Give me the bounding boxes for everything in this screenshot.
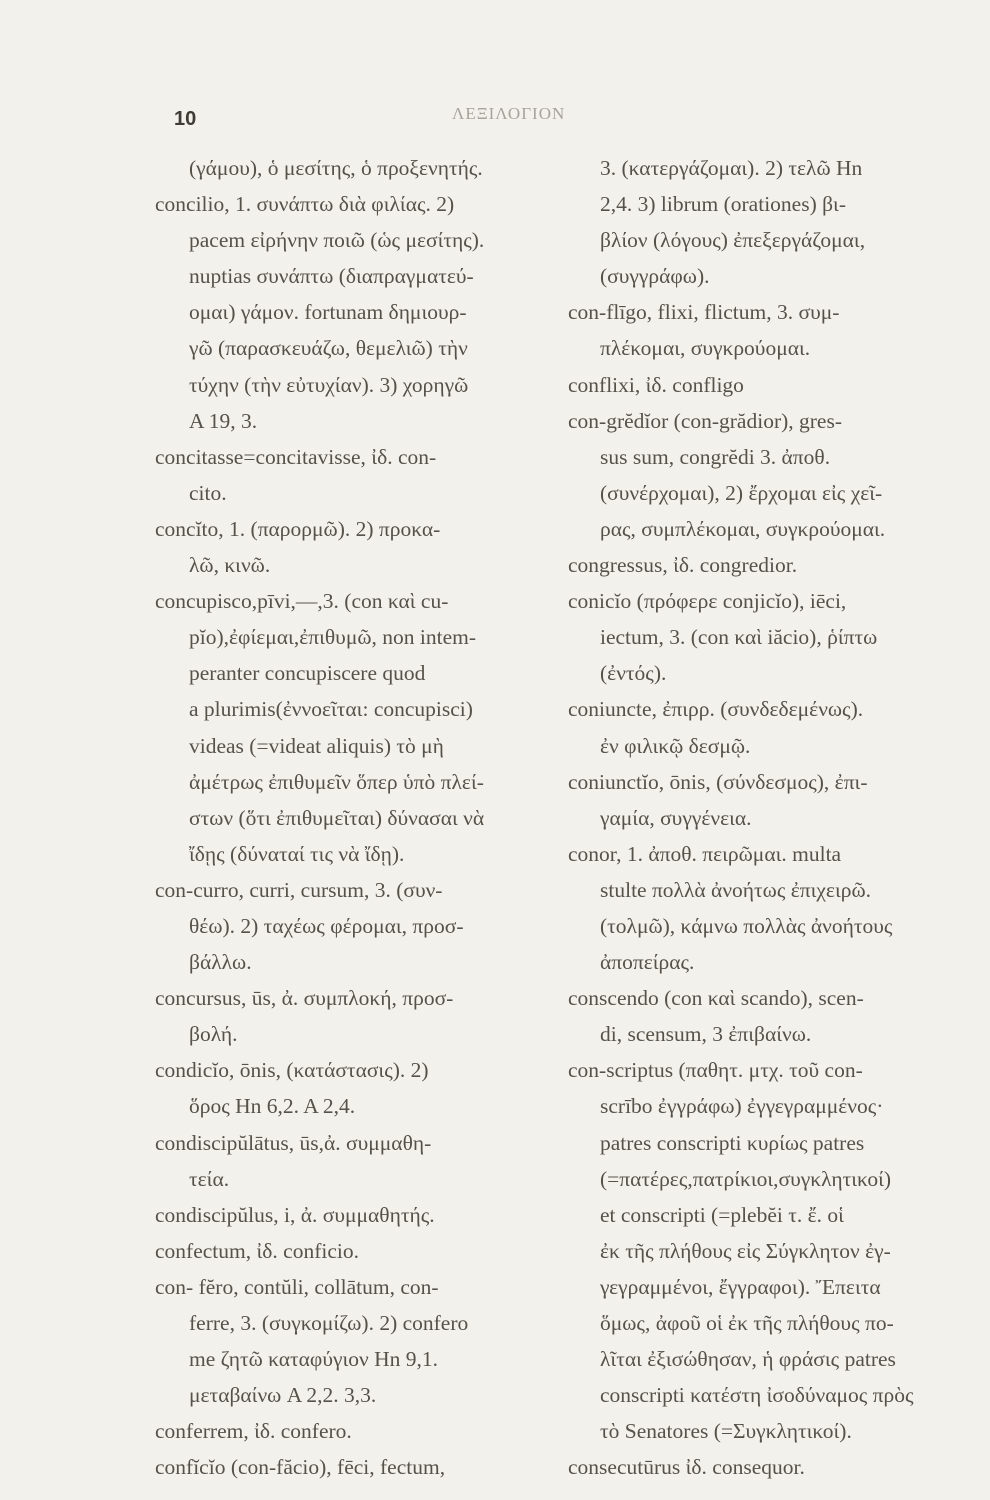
entry-continuation-line: στων (ὅτι ἐπιθυμεῖται) δύνασαι νὰ [189, 805, 485, 830]
entry-headword-line: con- fĕro, contŭli, collātum, con- [155, 1274, 439, 1299]
entry-continuation-line: γαμία, συγγένεια. [600, 805, 752, 830]
entry-continuation-line: stulte πολλὰ ἀνοήτως ἐπιχειρῶ. [600, 877, 871, 902]
entry-continuation-line: ferre, 3. (συγκομίζω). 2) confero [189, 1311, 469, 1335]
left-column [155, 150, 555, 1485]
entry-continuation-line: (συνέρχομαι), 2) ἔρχομαι εἰς χεῖ- [600, 480, 883, 505]
entry-continuation-line: patres conscripti κυρίως patres [600, 1130, 865, 1155]
entry-headword-line: congressus, ἰδ. congredior. [568, 553, 798, 578]
entry-continuation-line: ομαι) γάμον. fortunam δημιουρ- [189, 300, 467, 325]
entry-continuation-line: μεταβαίνω A 2,2. 3,3. [189, 1383, 377, 1408]
entry-continuation-line: λῶ, κινῶ. [189, 553, 271, 578]
entry-headword-line: con-curro, curri, cursum, 3. (συν- [155, 877, 443, 902]
entry-continuation-line: ἐν φιλικῷ δεσμῷ. [600, 733, 751, 758]
entry-continuation-line: 3. (κατεργάζομαι). 2) τελῶ Hn [600, 156, 863, 180]
entry-headword-line: conor, 1. ἀποθ. πειρῶμαι. multa [568, 841, 842, 866]
entry-continuation-line: ἀποπείρας. [600, 950, 695, 975]
page-number: 10 [174, 108, 197, 130]
entry-headword-line: condicĭo, ōnis, (κατάστασις). 2) [155, 1058, 429, 1083]
entry-continuation-line: θέω). 2) ταχέως φέρομαι, προσ- [189, 913, 464, 938]
entry-continuation-line: A 19, 3. [189, 408, 258, 433]
entry-continuation-line: (γάμου), ὁ μεσίτης, ὁ προξενητής. [189, 156, 483, 180]
entry-continuation-line: ἀμέτρως ἐπιθυμεῖν ὅπερ ὑπὸ πλεί- [189, 769, 484, 794]
entry-continuation-line: βολή. [189, 1022, 238, 1047]
entry-headword-line: con-grĕdĭor (con-grădior), gres- [568, 408, 842, 433]
entry-headword-line: concupisco,pīvi,—,3. (con καὶ cu- [155, 589, 449, 614]
entry-continuation-line: et conscripti (=plebĕi τ. ἔ. οἱ [600, 1202, 844, 1227]
entry-continuation-line: ρας, συμπλέκομαι, συγκρούομαι. [600, 516, 886, 541]
entry-continuation-line: τεία. [189, 1166, 230, 1191]
entry-continuation-line: di, scensum, 3 ἐπιβαίνω. [600, 1022, 812, 1047]
entry-continuation-line: (ἐντός). [600, 661, 667, 686]
entry-headword-line: conciliо, 1. συνάπτω διὰ φιλίας. 2) [155, 192, 455, 217]
entry-continuation-line: cito. [189, 480, 227, 505]
entry-continuation-line: βάλλω. [189, 950, 252, 975]
entry-continuation-line: sus sum, congrĕdi 3. ἀποθ. [600, 444, 831, 469]
entry-continuation-line: τύχην (τὴν εὐτυχίαν). 3) χορηγῶ [189, 372, 469, 397]
entry-headword-line: concĭto, 1. (παρορμῶ). 2) προκα- [155, 516, 441, 541]
entry-headword-line: condiscipŭlus, i, ἀ. συμμαθητής. [155, 1202, 435, 1227]
entry-continuation-line: βλίον (λόγους) ἐπεξεργάζομαι, [600, 228, 866, 253]
entry-headword-line: confĭcĭo (con-făcio), fēci, fectum, [155, 1455, 446, 1480]
entry-headword-line: conferrem, ἰδ. confero. [155, 1419, 352, 1444]
entry-headword-line: condiscipŭlātus, ūs,ἀ. συμμαθη- [155, 1130, 432, 1155]
entry-headword-line: conicĭo (πρόφερε conjicĭo), iēci, [568, 589, 847, 614]
entry-continuation-line: ὅρος Hn 6,2. A 2,4. [189, 1094, 356, 1119]
entry-continuation-line: ἐκ τῆς πλήθους εἰς Σύγκλητον ἐγ- [600, 1238, 891, 1263]
entry-headword-line: consecutūrus ἰδ. consequor. [568, 1455, 805, 1480]
entry-continuation-line: τὸ Senatores (=Συγκλητικοί). [600, 1419, 852, 1444]
running-head: ΛΕΞΙΛΟΓΙΟΝ [452, 104, 566, 123]
entry-continuation-line: 2,4. 3) librum (orationes) βι- [600, 192, 847, 217]
entry-continuation-line: γῶ (παρασκευάζω, θεμελιῶ) τὴν [189, 336, 468, 361]
entry-continuation-line: videas (=videat aliquis) τὸ μὴ [189, 733, 444, 758]
entry-continuation-line: pĭo),ἐφίεμαι,ἐπιθυμῶ, non intem- [189, 625, 476, 650]
entry-continuation-line: ἴδῃς (δύναταί τις νὰ ἴδῃ). [189, 841, 405, 866]
right-column [568, 150, 968, 1485]
entry-continuation-line: iectum, 3. (con καὶ iăcio), ῥίπτω [600, 625, 878, 650]
entry-continuation-line: (=πατέρες,πατρίκιοι,συγκλητικοί) [600, 1166, 892, 1191]
entry-continuation-line: πλέκομαι, συγκρούομαι. [600, 336, 811, 361]
entry-headword-line: confectum, ἰδ. conficio. [155, 1238, 359, 1263]
entry-continuation-line: (συγγράφω). [600, 264, 710, 289]
entry-continuation-line: conscripti κατέστη ἰσοδύναμος πρὸς [600, 1383, 914, 1408]
entry-headword-line: concitasse=concitavisse, ἰδ. con- [155, 444, 437, 469]
entry-headword-line: conscendo (con καὶ scando), scen- [568, 986, 864, 1011]
entry-continuation-line: γεγραμμένοι, ἔγγραφοι). Ἔπειτα [600, 1274, 881, 1299]
entry-continuation-line: pacem εἰρήνην ποιῶ (ὡς μεσίτης). [189, 228, 485, 253]
entry-continuation-line: ὅμως, ἀφοῦ οἱ ἐκ τῆς πλήθους πο- [600, 1311, 894, 1335]
entry-continuation-line: nuptias συνάπτω (διαπραγματεύ- [189, 264, 474, 289]
entry-headword-line: concursus, ūs, ἀ. συμπλοκή, προσ- [155, 986, 454, 1011]
entry-continuation-line: me ζητῶ καταφύγιον Hn 9,1. [189, 1347, 439, 1372]
entry-headword-line: con-scriptus (παθητ. μτχ. τοῦ con- [568, 1058, 863, 1083]
entry-headword-line: con-flīgo, flixi, flictum, 3. συμ- [568, 300, 840, 325]
entry-continuation-line: a plurimis(ἐννοεῖται: concupisci) [189, 697, 473, 722]
entry-continuation-line: λῖται ἐξισώθησαν, ἡ φράσις patres [600, 1347, 896, 1372]
entry-headword-line: coniuncte, ἐπιρρ. (συνδεδεμένως). [568, 697, 864, 722]
entry-headword-line: coniunctĭo, ōnis, (σύνδεσμος), ἐπι- [568, 769, 868, 794]
entry-continuation-line: scrībo ἐγγράφω) ἐγγεγραμμένος· [600, 1094, 884, 1119]
entry-continuation-line: (τολμῶ), κάμνω πολλὰς ἀνοήτους [600, 913, 893, 938]
entry-continuation-line: peranter concupiscere quod [189, 661, 426, 686]
entry-headword-line: conflixi, ἰδ. confligo [568, 372, 744, 397]
